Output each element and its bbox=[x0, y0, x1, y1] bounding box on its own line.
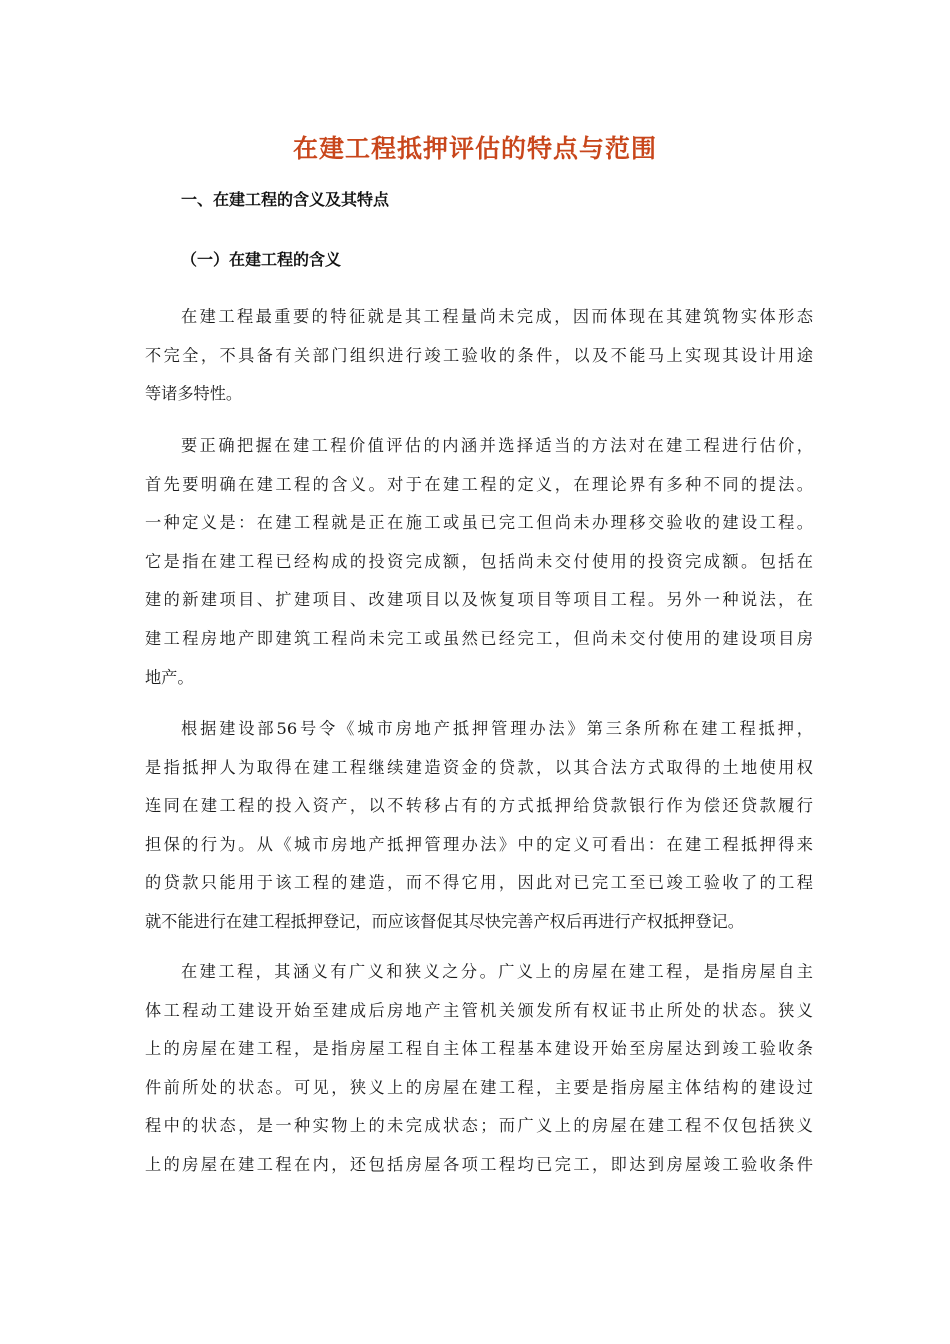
document-title: 在建工程抵押评估的特点与范围 bbox=[292, 134, 657, 163]
paragraph-line: 不完全，不具备有关部门组织进行竣工验收的条件，以及不能马上实现其设计用途 bbox=[145, 345, 813, 365]
paragraph-2 bbox=[145, 427, 813, 697]
paragraph-line: 在建工程，其涵义有广义和狭义之分。广义上的房屋在建工程，是指房屋自主 bbox=[181, 962, 813, 981]
paragraph-line: 根据建设部56号令《城市房地产抵押管理办法》第三条所称在建工程抵押， bbox=[181, 719, 813, 738]
paragraph-line: 首先要明确在建工程的含义。对于在建工程的定义，在理论界有多种不同的提法。 bbox=[145, 474, 813, 494]
paragraph-line: 上的房屋在建工程，是指房屋工程自主体工程基本建设开始至房屋达到竣工验收条 bbox=[145, 1039, 813, 1059]
subsection-heading: （一）在建工程的含义 bbox=[181, 250, 342, 269]
paragraph-line: 体工程动工建设开始至建成后房地产主管机关颁发所有权证书止所处的状态。狭义 bbox=[145, 1000, 813, 1020]
paragraph-line: 是指抵押人为取得在建工程继续建造资金的贷款，以其合法方式取得的土地使用权 bbox=[145, 757, 813, 777]
paragraph-line: 连同在建工程的投入资产，以不转移占有的方式抵押给贷款银行作为偿还贷款履行 bbox=[145, 796, 813, 816]
paragraph-line: 上的房屋在建工程在内，还包括房屋各项工程均已完工，即达到房屋竣工验收条件 bbox=[145, 1154, 813, 1174]
paragraph-line: 地产。 bbox=[145, 667, 194, 687]
paragraph-line: 等诸多特性。 bbox=[145, 384, 243, 404]
paragraph-line: 件前所处的状态。可见，狭义上的房屋在建工程，主要是指房屋主体结构的建设过 bbox=[145, 1077, 813, 1097]
paragraph-1 bbox=[145, 298, 813, 414]
paragraph-line: 就不能进行在建工程抵押登记，而应该督促其尽快完善产权后再进行产权抵押登记。 bbox=[145, 911, 744, 931]
paragraph-line: 程中的状态，是一种实物上的未完成状态；而广义上的房屋在建工程不仅包括狭义 bbox=[145, 1116, 813, 1136]
paragraph-4 bbox=[145, 953, 813, 1185]
paragraph-line: 一种定义是：在建工程就是正在施工或虽已完工但尚未办理移交验收的建设工程。 bbox=[145, 513, 813, 533]
paragraph-line: 要正确把握在建工程价值评估的内涵并选择适当的方法对在建工程进行估价， bbox=[181, 436, 813, 455]
paragraph-line: 建工程房地产即建筑工程尚未完工或虽然已经完工，但尚未交付使用的建设项目房 bbox=[145, 628, 813, 648]
paragraph-line: 在建工程最重要的特征就是其工程量尚未完成，因而体现在其建筑物实体形态 bbox=[181, 307, 813, 326]
section-heading: 一、在建工程的含义及其特点 bbox=[181, 190, 390, 209]
paragraph-3 bbox=[145, 710, 813, 942]
paragraph-line: 担保的行为。从《城市房地产抵押管理办法》中的定义可看出：在建工程抵押得来 bbox=[145, 834, 813, 854]
paragraph-line: 建的新建项目、扩建项目、改建项目以及恢复项目等项目工程。另外一种说法，在 bbox=[145, 590, 813, 610]
paragraph-line: 的贷款只能用于该工程的建造，而不得它用，因此对已完工至已竣工验收了的工程 bbox=[145, 873, 813, 893]
paragraph-line: 它是指在建工程已经构成的投资完成额，包括尚未交付使用的投资完成额。包括在 bbox=[145, 551, 813, 571]
